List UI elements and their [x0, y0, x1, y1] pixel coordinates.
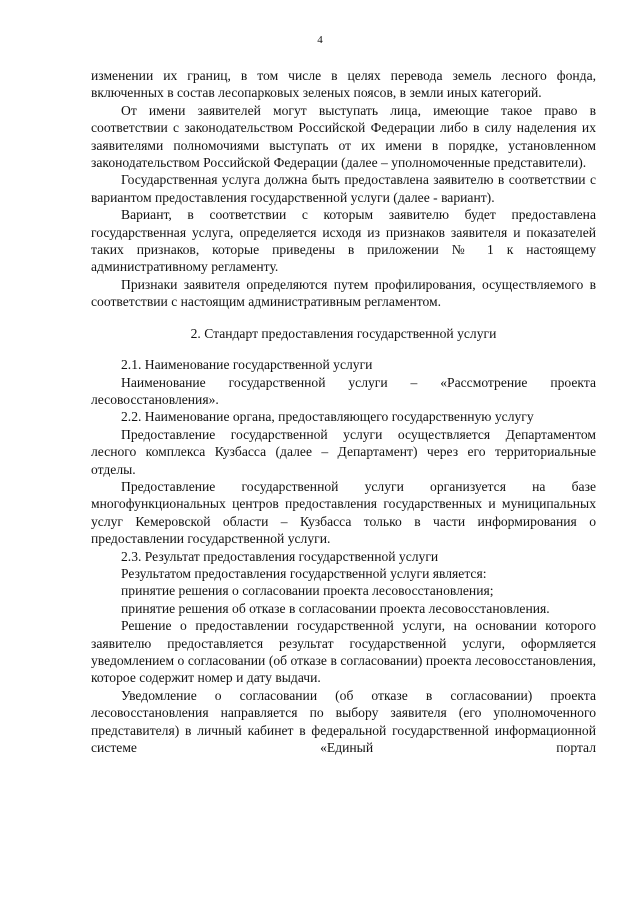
paragraph-decision-notice: Решение о предоставлении государственной услуги, на основании которого заявителю предоставляется результат государственной услуги, оформляется уведомлением о согласовании (об отказе в согласовании) проекта лесовосстановления, которое содержит номер и дату выдачи.	[91, 618, 596, 686]
subsection-heading-2-2: 2.2. Наименование органа, предоставляющего государственную услугу	[121, 409, 534, 425]
paragraph-result-approval: принятие решения о согласовании проекта лесовосстановления;	[121, 583, 494, 599]
subsection-heading-2-3: 2.3. Результат предоставления государственной услуги	[121, 548, 439, 564]
paragraph-result-refusal: принятие решения об отказе в согласовании проекта лесовосстановления.	[121, 600, 550, 616]
paragraph-land-categories: изменении их границ, в том числе в целях перевода земель лесного фонда, включенных в состав лесопарковых зеленых поясов, в земли иных категорий.	[91, 68, 596, 101]
paragraph-variant-definition: Вариант, в соответствии с которым заявителю будет предоставлена государственная услуга, определяется исходя из признаков заявителя и показателей таких признаков, которые приведены в приложении № 1 к настоящему административному регламенту.	[91, 207, 596, 275]
paragraph-mfc-organization: Предоставление государственной услуги организуется на базе многофункциональных центров предоставления государственных и муниципальных услуг Кемеровской области – Кузбасса только в части информирования о предоставлении государственной услуги.	[91, 478, 596, 547]
paragraph-notice-delivery: Уведомление о согласовании (об отказе в согласовании) проекта лесовосстановления направляется по выбору заявителя (его уполномоченного представителя) в личный кабинет в федеральной государственной информационной системе «Единый портал	[91, 687, 596, 756]
page-number: 4	[317, 34, 323, 46]
paragraph-result-intro: Результатом предоставления государственной услуги является:	[121, 565, 487, 581]
paragraph-representatives: От имени заявителей могут выступать лица, имеющие такое право в соответствии с законодательством Российской Федерации либо в силу наделения их заявителями полномочиями выступать от их имени в порядке, установленном законодательством Российской Федерации (далее – уполномоченные представители).	[91, 102, 596, 171]
paragraph-applicant-criteria: Признаки заявителя определяются путем профилирования, осуществляемого в соответствии с настоящим административным регламентом.	[91, 276, 596, 310]
paragraph-service-variant: Государственная услуга должна быть предоставлена заявителю в соответствии с вариантом предоставления государственной услуги (далее - вариант).	[91, 172, 596, 205]
paragraph-providing-authority: Предоставление государственной услуги осуществляется Департаментом лесного комплекса Кузбасса (далее – Департамент) через его территориальные отделы.	[91, 426, 596, 477]
subsection-heading-2-1: 2.1. Наименование государственной услуги	[121, 357, 373, 373]
section-heading: 2. Стандарт предоставления государственной услуги	[190, 325, 497, 341]
document-body	[91, 67, 596, 756]
paragraph-service-name: Наименование государственной услуги – «Рассмотрение проекта лесовосстановления».	[91, 374, 596, 407]
